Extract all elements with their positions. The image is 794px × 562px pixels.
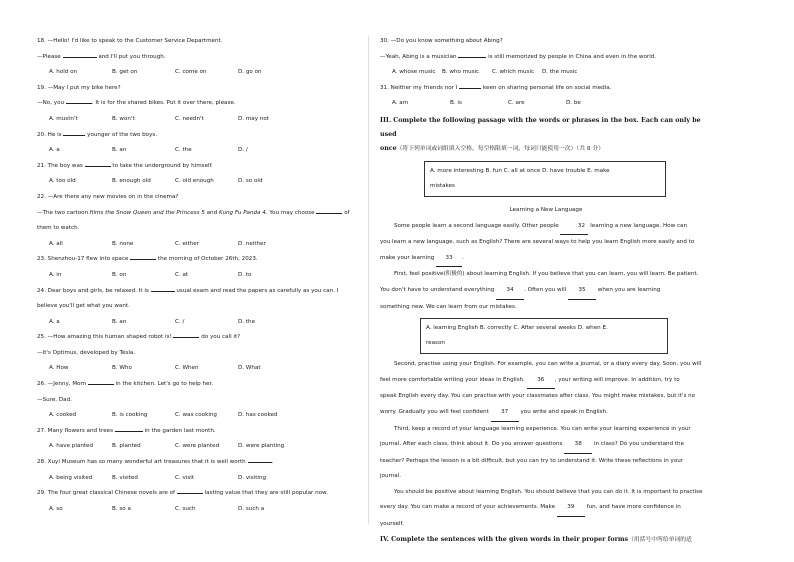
q29-stem: 29. The four great classical Chinese novels are of lasting value that they are still popular now. [37, 490, 328, 497]
q25-line2: —It's Optimus, developed by Tesla. [37, 349, 136, 356]
q20-options: A. a B. an C. the D. / [49, 147, 248, 154]
paragraph-3: Second, practise using your English. For example, you can write a journal, or a diary every day. Soon, you will feel more comfortable writing your ideas in English. 36 , your writing will improve. In addition, try to speak English every day. You can practise with your classmates after class. You might make mistakes, but it's no worry. Gradually you will feel confident 37 you write and speak in English. [380, 357, 712, 421]
q24-stem: 24. Dear boys and girls, be relaxed. It is usual exam and read the papers as carefully as you can. I [37, 287, 339, 294]
q19-line2: —No, you . It is for the shared bikes. Put it over there, please. [37, 100, 236, 107]
word-box-2: A. learning English B. correctly C. After several weeks D. when E. reason [420, 318, 668, 354]
section-iii-heading: III. Complete the following passage with the words or phrases in the box. Each can only be used once（将下列单词或词组填入空格。每空格限填一词，每词只能使用一次）（共 8 分） [380, 116, 701, 152]
q28-options: A. being visited B. visited C. visit D. visiting [49, 474, 267, 481]
q27-stem: 27. Many flowers and trees in the garden last month. [37, 427, 216, 434]
q30-line2: —Yeah, Abing is a musician is still memorized by people in China and even in the world. [380, 53, 657, 60]
q24-line2: believe you'll get what you want. [37, 303, 130, 310]
q26-stem: 26. —Jenny, Mom in the kitchen. Let's go to help her. [37, 381, 214, 388]
column-divider [368, 36, 369, 524]
q18-stem: 18. —Hello! I'd like to speak to the Customer Service Department. [37, 38, 223, 44]
q25-options: A. How B. Who C. When D. What [49, 365, 261, 372]
q23-stem: 23. Shenzhou-17 flew into space the morning of October 26th, 2023. [37, 256, 258, 263]
paragraph-1: Some people learn a second language easily. Other people 32 learning a new language. How can you learn a new language, such as English? There are several ways to help you learn English more easily and to make your learning 33 . [380, 219, 712, 268]
q24-options: A. a B. an C. / D. the [49, 318, 256, 325]
q31-stem: 31. Neither my friends nor I keen on sharing personal life on social media. [380, 84, 612, 91]
q30-options: A. whose music B. who music C. which music D. the music [392, 69, 578, 76]
q26-line2: —Sure, Dad. [37, 396, 72, 403]
q21-options: A. too old B. enough old C. old enough D. so old [49, 178, 263, 185]
q30-stem: 30. —Do you know something about Abing? [380, 38, 503, 44]
right-column [380, 34, 712, 547]
q26-options: A. cooked B. is cooking C. was cooking D. has cooked [49, 412, 278, 419]
q22-line3: them to watch. [37, 225, 80, 232]
q27-options: A. have planted B. planted C. were planted D. were planting [49, 443, 285, 450]
q18-options: A. hold on B. get on C. come on D. go on [49, 69, 262, 76]
left-column [37, 34, 357, 517]
paragraph-4: Third, keep a record of your language learning experience. You can write your learning experience in your journal. After each class, think about it. Do you answer questions 38 in class? Do you understand the teacher? Perhaps the lesson is a bit difficult, but you can try to understand it. Write these reflections in your journal. [380, 425, 691, 480]
word-box-1: A. more interesting B. fun C. all at once D. have trouble E. make mistakes [424, 161, 666, 197]
q18-line2: —Please and I'll put you through. [37, 53, 166, 60]
q22-options: A. all B. none C. either D. neither [49, 240, 266, 247]
q20-stem: 20. He is younger of the two boys. [37, 131, 158, 138]
paragraph-2: First, feel positive(积极的) about learning English. If you believe that you can learn, you will learn. Be patient. You don't have to understand everything 34 . Often you will 35 when you are learning something new. We can learn from our mistakes. [380, 271, 699, 310]
q29-options: A. so B. so a C. such D. such a [49, 505, 265, 512]
q25-stem: 25. —How amazing this human shaped robot is! do you call it? [37, 334, 241, 341]
q31-options: A. am B. is C. are D. be [392, 100, 581, 107]
q22-stem: 22. —Are there any new movies on in the cinema? [37, 193, 179, 200]
paragraph-5: You should be positive about learning English. You should believe that you can do it. It is important to practise every day. You can make a record of your achievements. Make 39 fun, and have more confidence in yourself. [380, 488, 703, 528]
q19-options: A. mustn't B. won't C. needn't D. may not [49, 115, 269, 122]
q19-stem: 19. —May I put my bike here? [37, 84, 121, 91]
passage-title: Learning a New Language [509, 206, 583, 213]
q28-stem: 28. Xuyi Museum has so many wonderful art treasures that it is well worth . [37, 459, 274, 466]
section-iv-heading: IV. Complete the sentences with the given words in their proper forms（用括号中所给单词的适 [380, 535, 692, 543]
q21-stem: 21. The boy was to take the underground by himself. [37, 162, 213, 169]
q23-options: A. in B. on C. at D. to [49, 271, 252, 278]
q22-line2: —The two cartoon films the Snow Queen and the Princess 5 and Kung Fu Panda 4. You may choose of [37, 209, 350, 216]
